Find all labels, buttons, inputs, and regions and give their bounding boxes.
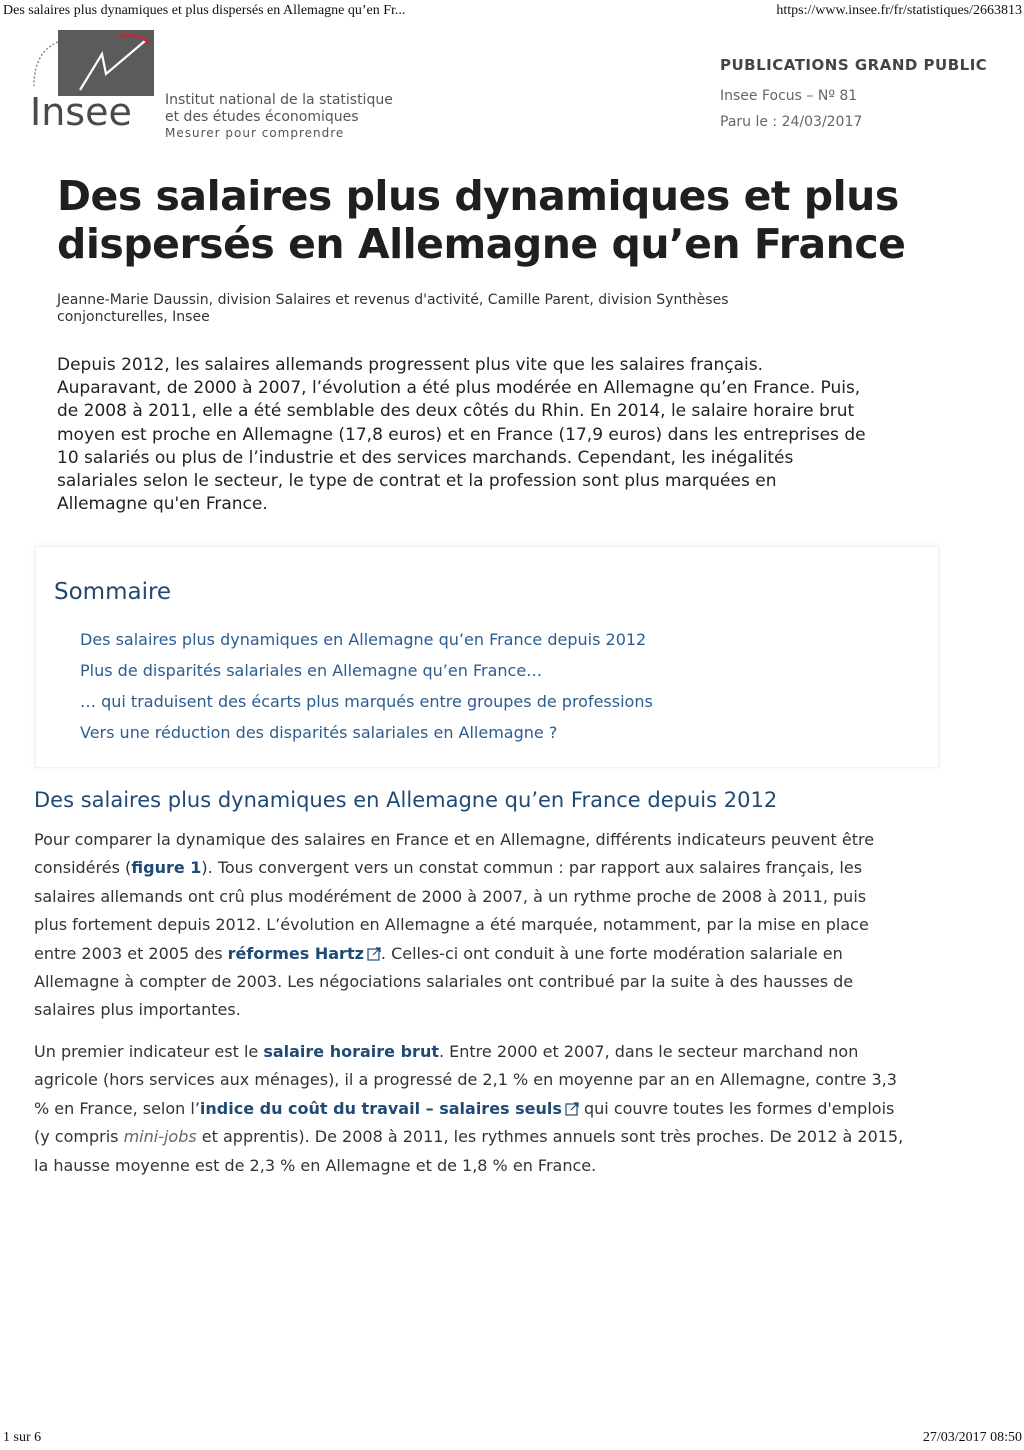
print-footer-page: 1 sur 6 [3,1430,42,1445]
institute-line-2: et des études économiques [165,109,359,125]
print-header-title: Des salaires plus dynamiques et plus dispersés en Allemagne qu’en Fr... [3,3,406,18]
external-link-icon[interactable] [565,1102,579,1116]
article-title: Des salaires plus dynamiques et plus dispersés en Allemagne qu’en France [57,172,906,268]
publication-series: Insee Focus – Nº 81 [720,88,858,104]
institute-tagline: Mesurer pour comprendre [165,126,345,140]
indice-cout-travail-link[interactable]: indice du coût du travail – salaires seuls [199,1098,562,1118]
publication-category: PUBLICATIONS GRAND PUBLIC [720,56,988,74]
mini-jobs-term: mini-jobs [123,1127,197,1147]
sommaire-item-2[interactable]: Plus de disparités salariales en Allemagne qu’en France… [80,661,543,680]
article-authors: Jeanne-Marie Daussin, division Salaires et revenus d'activité, Camille Parent, division Synthèses conjoncturelles, Insee [57,292,729,325]
p2-text-4: et apprentis). De 2008 à 2011, les rythmes annuels sont très proches. De 2012 à 2015, la hausse moyenne est de 2,3 % en Allemagne et de 1,8 % en France. [34,1127,904,1175]
institute-line-1: Institut national de la statistique [165,92,393,108]
sommaire-heading: Sommaire [54,579,172,605]
logo-mark-icon [58,30,154,96]
publication-meta [720,56,987,130]
section-paragraph-1 [34,826,904,1025]
p2-text-3: qui couvre toutes les formes d'emplois (y compris [34,1098,895,1147]
section-paragraph-2 [34,1038,904,1180]
p1-text-3: . Celles-ci ont conduit à une forte modération salariale en Allemagne à compter de 2003. Les négociations salariales ont contribué par la suite à des hausses de salaires plus importantes. [34,943,854,1020]
sommaire-list [80,624,653,748]
p1-text-2: ). Tous convergent vers un constat commun : par rapport aux salaires français, les salaires allemands ont crû plus modérément de 2000 à 2007, à un rythme proche de 2008 à 2011, puis plus fortement depuis 2012. L’évolution en Allemagne a été marquée, notamment, par la mise en place entre 2003 et 2005 des [34,858,869,963]
sommaire-box [35,546,939,768]
sommaire-item-1[interactable]: Des salaires plus dynamiques en Allemagne qu’en France depuis 2012 [80,630,647,649]
reformes-hartz-link[interactable]: réformes Hartz [227,943,364,963]
logo-arc-icon [28,38,62,98]
print-header-url: https://www.insee.fr/fr/statistiques/2663813 [776,3,1022,18]
figure-1-link[interactable]: figure 1 [131,858,202,878]
insee-logo[interactable] [28,28,132,132]
p1-text-1: Pour comparer la dynamique des salaires en France et en Allemagne, différents indicateurs peuvent être considérés ( [34,830,875,878]
p2-text-1: Un premier indicateur est le [34,1042,264,1061]
salaire-horaire-brut-link[interactable]: salaire horaire brut [263,1042,439,1061]
publication-date: Paru le : 24/03/2017 [720,114,863,130]
print-footer-timestamp: 27/03/2017 08:50 [922,1430,1022,1445]
external-link-icon[interactable] [367,947,381,961]
sommaire-item-4[interactable]: Vers une réduction des disparités salariales en Allemagne ? [80,723,558,742]
article-lead: Depuis 2012, les salaires allemands progressent plus vite que les salaires français. Auparavant, de 2000 à 2007, l’évolution a été plus modérée en Allemagne qu’en France. Puis, de 2008 à 2011, elle a été semblable des deux côtés du Rhin. En 2014, le salaire horaire brut moyen est proche en Allemagne (17,8 euros) et en France (17,9 euros) dans les entreprises de 10 salariés ou plus de l’industrie et des services marchands. Cependant, les inégalités salariales selon le secteur, le type de contrat et la profession sont plus marquées en Allemagne qu'en France. [57,355,866,515]
institute-block [165,92,393,140]
logo-wordmark: Insee [30,90,132,134]
section-heading: Des salaires plus dynamiques en Allemagne qu’en France depuis 2012 [34,788,778,812]
p2-text-2: . Entre 2000 et 2007, dans le secteur marchand non agricole (hors services aux ménages), il a progressé de 2,1 % en moyenne par an en Allemagne, contre 3,3 % en France, selon l’ [34,1042,897,1118]
sommaire-item-3[interactable]: … qui traduisent des écarts plus marqués entre groupes de professions [80,692,653,711]
logo-square [58,30,154,96]
